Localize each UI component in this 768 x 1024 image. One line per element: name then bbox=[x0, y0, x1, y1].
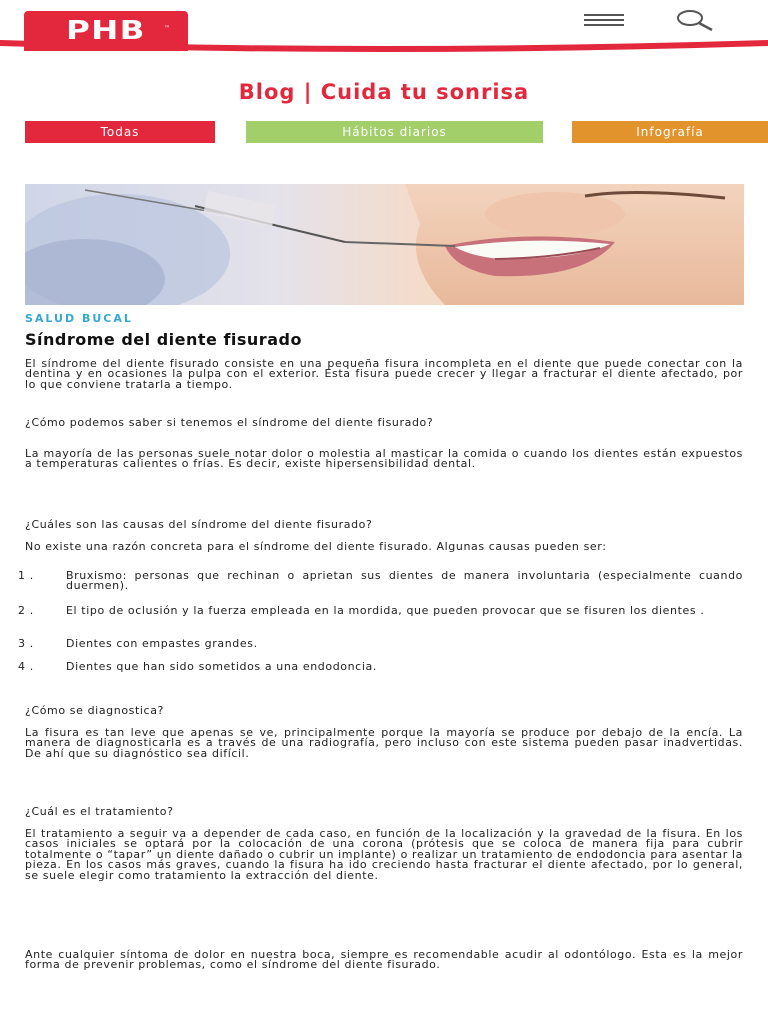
list-number: 4 . bbox=[18, 660, 34, 673]
blog-title: Blog | Cuida tu sonrisa bbox=[238, 80, 530, 104]
section-heading-causes: ¿Cuáles son las causas del síndrome del diente fisurado? bbox=[25, 518, 373, 531]
article-paragraph: El tratamiento a seguir va a depender de cada caso, en función de la localización y la gravedad de la fisura. En los casos iniciales se optará por la colocación de una corona (prótesis que se coloca de manera fija para cubrir totalmente o “tapar” un diente dañado o cubrir un implante) o realizar un tratamiento de endodoncia para asentar la pieza. En los casos más graves, cuando la fisura ha ido creciendo hasta fracturar el diente afectado, por lo general, se suele elegir como tratamiento la extracción del diente. bbox=[25, 827, 743, 882]
article-paragraph: La mayoría de las personas suele notar dolor o molestia al masticar la comida o cuando los dientes están expuestos a temperaturas calientes o frías. Es decir, existe hipersensibilidad dental. bbox=[25, 447, 743, 471]
phb-logo[interactable] bbox=[24, 11, 188, 51]
category-infografia-button[interactable]: Infografía bbox=[572, 121, 768, 143]
list-number: 1 . bbox=[18, 569, 34, 582]
article-category-label[interactable]: SALUD BUCAL bbox=[25, 312, 133, 325]
article-paragraph: ¿Cómo podemos saber si tenemos el síndrome del diente fisurado? bbox=[25, 416, 434, 429]
hero-image-dental-smile bbox=[25, 184, 744, 305]
logo-trademark: ™ bbox=[164, 25, 170, 32]
list-number: 3 . bbox=[18, 637, 34, 650]
site-header bbox=[0, 0, 768, 56]
causes-list bbox=[18, 571, 743, 681]
section-heading-treatment: ¿Cuál es el tratamiento? bbox=[25, 805, 174, 818]
article-paragraph: No existe una razón concreta para el síndrome del diente fisurado. Algunas causas pueden ser: bbox=[25, 540, 607, 553]
article-paragraph: El síndrome del diente fisurado consiste en una pequeña fisura incompleta en el diente que puede conectar con la dentina y en ocasiones la pulpa con el exterior. Esta fisura puede crecer y llegar a fracturar el diente afectado, por lo que conviene tratarla a tiempo. bbox=[25, 357, 743, 391]
category-habitos-button[interactable]: Hábitos diarios bbox=[246, 121, 543, 143]
list-text: Bruxismo: personas que rechinan o aprietan sus dientes de manera involuntaria (especialmente cuando duermen). bbox=[66, 569, 743, 593]
list-text: Dientes con empastes grandes. bbox=[66, 637, 258, 650]
list-text: Dientes que han sido sometidos a una endodoncia. bbox=[66, 660, 377, 673]
article-paragraph: Ante cualquier síntoma de dolor en nuestra boca, siempre es recomendable acudir al odontólogo. Esta es la mejor forma de prevenir problemas, como el síndrome del diente fisurado. bbox=[25, 948, 743, 972]
category-todas-button[interactable]: Todas bbox=[25, 121, 215, 143]
list-text: El tipo de oclusión y la fuerza empleada en la mordida, que pueden provocar que se fisuren los dientes . bbox=[66, 604, 705, 617]
search-icon[interactable] bbox=[672, 8, 720, 32]
logo-text: PHB bbox=[66, 16, 146, 46]
section-heading-diagnosis: ¿Cómo se diagnostica? bbox=[25, 704, 164, 717]
hamburger-menu-icon[interactable] bbox=[584, 14, 624, 28]
article-title: Síndrome del diente fisurado bbox=[25, 330, 302, 349]
list-number: 2 . bbox=[18, 604, 34, 617]
article-paragraph: La fisura es tan leve que apenas se ve, principalmente porque la mayoría se produce por debajo de la encía. La manera de diagnosticarla es a través de una radiografía, pero incluso con este sistema pueden pasar inadvertidas. De ahí que su diagnóstico sea difícil. bbox=[25, 726, 743, 760]
